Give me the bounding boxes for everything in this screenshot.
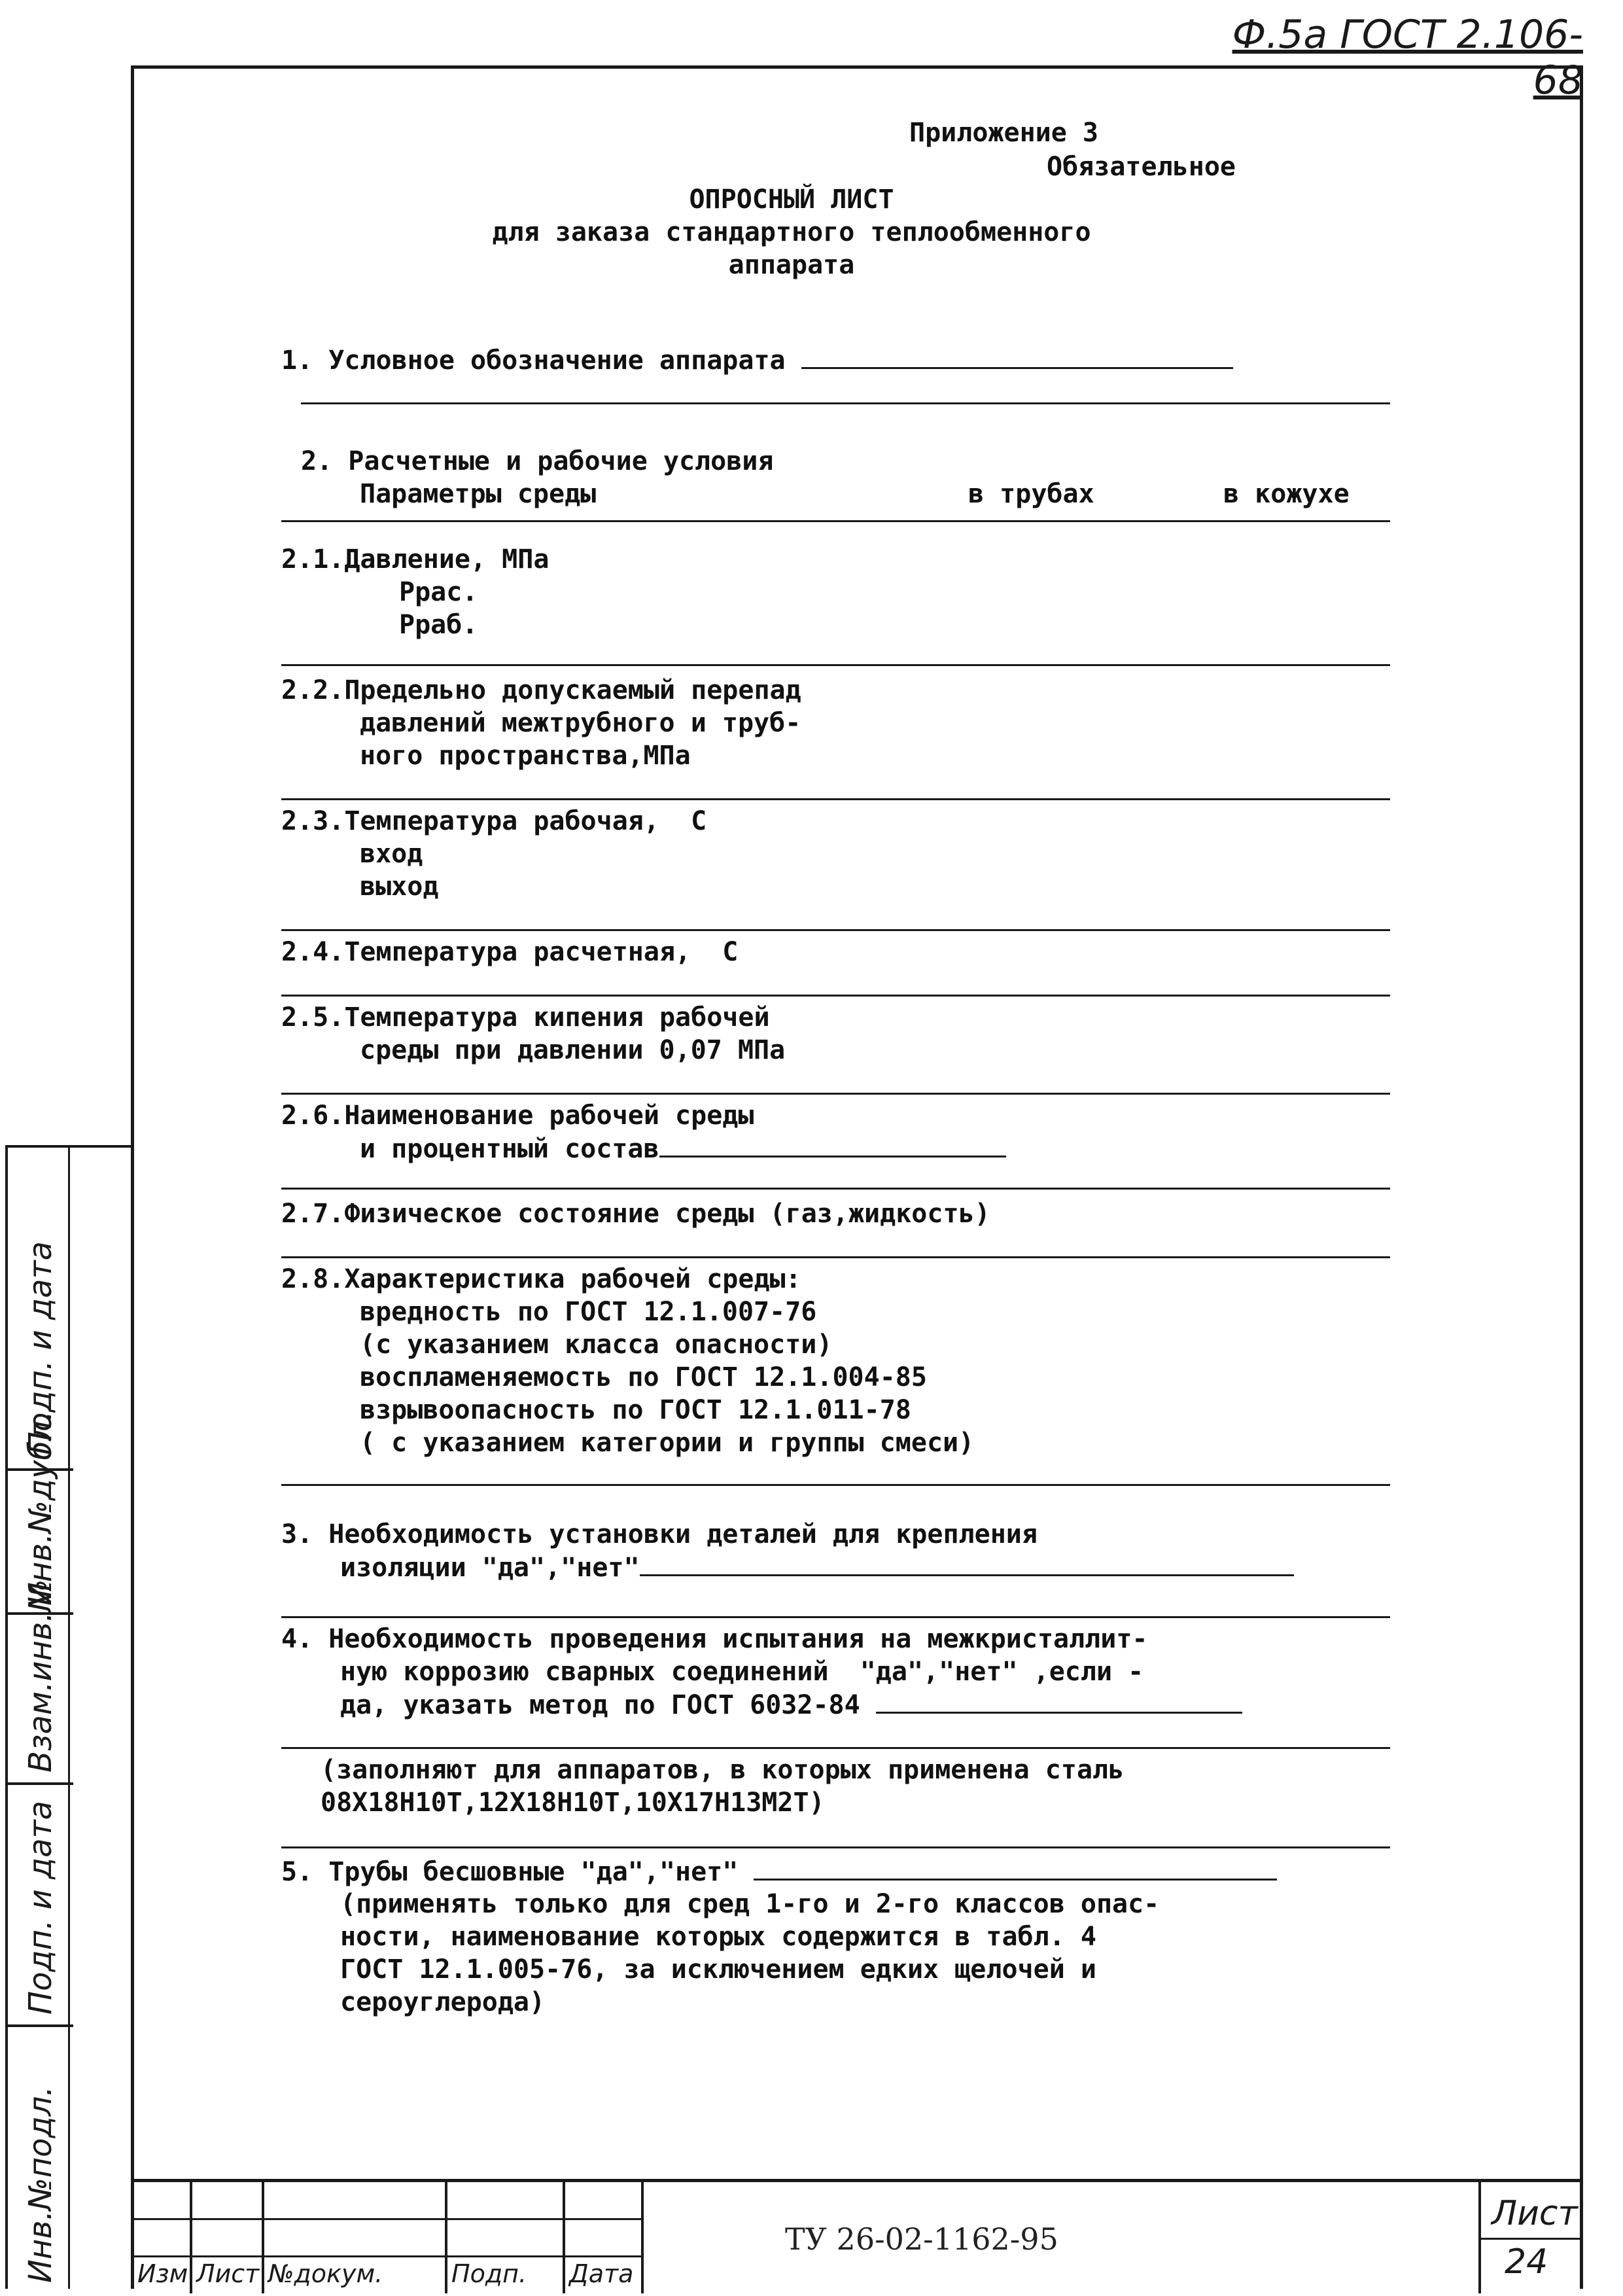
item-2-8-line-3: (с указанием класса опасности)	[360, 1330, 833, 1360]
item-2-8-line-2: вредность по ГОСТ 12.1.007-76	[360, 1297, 817, 1327]
item-1-field[interactable]	[801, 344, 1233, 369]
stamp-col-document: №докум.	[268, 2259, 383, 2288]
item-2-5-line-1: 2.5.Температура кипения рабочей	[281, 1002, 770, 1033]
rule	[281, 1747, 1390, 1749]
item-2-4: 2.4.Температура расчетная, С	[281, 937, 739, 967]
item-4-field[interactable]	[876, 1688, 1242, 1714]
item-2-8-line-5: взрывоопасность по ГОСТ 12.1.011-78	[360, 1395, 911, 1425]
item-4-line-1: 4. Необходимость проведения испытания на межкристаллит-	[281, 1624, 1148, 1654]
rule	[281, 520, 1390, 522]
rule	[281, 1093, 1390, 1095]
item-2-3-outlet: выход	[360, 872, 439, 902]
strip-label-sign-date-2: Подп. и дата	[22, 1801, 59, 2015]
rule	[281, 1616, 1390, 1618]
item-2-2-line-3: ного пространства,МПа	[360, 741, 691, 771]
stamp-divider	[190, 2182, 192, 2293]
item-2-1-pcalc: Ррас.	[399, 577, 478, 607]
item-2-6-line-1: 2.6.Наименование рабочей среды	[281, 1101, 754, 1131]
item-5-line-3: ности, наименование которых содержится в табл. 4	[340, 1922, 1096, 1952]
col-header-tubes: в трубах	[968, 479, 1094, 509]
title-block-stamp	[131, 2179, 1583, 2290]
strip-separator	[8, 1782, 73, 1785]
item-5-line-5: сероуглерода)	[340, 1987, 546, 2017]
item-3-field[interactable]	[640, 1551, 1294, 1576]
rule	[281, 1188, 1390, 1190]
item-2-6-line-2	[360, 1132, 1006, 1165]
item-4-line-3	[340, 1688, 1242, 1722]
title-line-1: ОПРОСНЫЙ ЛИСТ	[689, 185, 894, 215]
item-2-1-pwork: Рраб.	[399, 610, 478, 640]
rule	[281, 929, 1390, 931]
rule	[281, 1256, 1390, 1258]
rule	[281, 798, 1390, 800]
item-3-line-2	[340, 1551, 1294, 1584]
appendix-label: Приложение 3	[909, 118, 1098, 148]
stamp-divider	[563, 2182, 565, 2293]
item-1-label: 1. Условное обозначение аппарата	[281, 345, 786, 376]
stamp-row-line	[131, 2255, 641, 2257]
stamp-col-change: Изм	[137, 2259, 188, 2288]
binding-strip	[5, 1145, 131, 2289]
stamp-col-sheet: Лист	[196, 2259, 260, 2288]
item-5-line-1	[281, 1855, 1277, 1888]
item-2-6-field[interactable]	[659, 1132, 1006, 1157]
form-title	[366, 183, 1217, 281]
item-2-2-line-2: давлений межтрубного и труб-	[360, 708, 801, 738]
item-2-8-line-1: 2.8.Характеристика рабочей среды:	[281, 1264, 801, 1294]
rule	[281, 1484, 1390, 1486]
strip-label-original-inventory: Инв.№подл.	[22, 2086, 59, 2283]
item-5-line-2: (применять только для сред 1-го и 2-го классов опас-	[340, 1889, 1160, 1919]
title-line-2: для заказа стандартного теплообменного	[492, 217, 1091, 247]
item-5-line-4: ГОСТ 12.1.005-76, за исключением едких щелочей и	[340, 1954, 1096, 1985]
item-3-line-1: 3. Необходимость установки деталей для крепления	[281, 1519, 1038, 1549]
rule	[301, 402, 1390, 404]
item-5-label: 5. Трубы бесшовные "да","нет"	[281, 1857, 739, 1887]
rule	[281, 664, 1390, 666]
strip-label-sign-date: Подп. и дата	[22, 1241, 59, 1455]
item-2-8-line-4: воспламеняемость по ГОСТ 12.1.004-85	[360, 1362, 927, 1392]
rule	[281, 1846, 1390, 1848]
stamp-divider	[641, 2182, 644, 2293]
item-2	[301, 445, 773, 478]
gost-reference: Ф.5а ГОСТ 2.106-68	[1232, 12, 1583, 103]
item-2-7: 2.7.Физическое состояние среды (газ,жидкость)	[281, 1199, 990, 1229]
rule	[281, 995, 1390, 997]
item-2-8-line-6: ( с указанием категории и группы смеси)	[360, 1428, 975, 1458]
item-4-line-2: ную коррозию сварных соединений "да","нет" ,если -	[340, 1657, 1144, 1687]
item-2-6-label: и процентный состав	[360, 1134, 659, 1164]
item-4-label: да, указать метод по ГОСТ 6032-84	[340, 1690, 860, 1720]
item-4-note-line-1: (заполняют для аппаратов, в которых применена сталь	[321, 1755, 1125, 1785]
appendix-status: Обязательное	[1047, 152, 1236, 182]
strip-separator	[8, 2024, 73, 2027]
item-2-1: 2.1.Давление, МПа	[281, 544, 550, 574]
item-2-5-line-2: среды при давлении 0,07 МПа	[360, 1035, 786, 1065]
stamp-sheet-number: 24	[1505, 2242, 1548, 2282]
item-2-2-line-1: 2.2.Предельно допускаемый перепад	[281, 675, 801, 705]
item-1	[281, 344, 1233, 377]
col-header-shell: в кожухе	[1223, 479, 1350, 509]
stamp-divider	[262, 2182, 264, 2293]
stamp-document-code: ТУ 26-02-1162-95	[785, 2221, 1058, 2257]
stamp-divider	[445, 2182, 447, 2293]
title-line-3: аппарата	[728, 250, 855, 280]
item-2-params: Параметры среды	[360, 479, 597, 509]
strip-label-replace-inventory: Взам.инв.№	[22, 1579, 59, 1773]
item-3-label: изоляции "да","нет"	[340, 1553, 640, 1583]
item-2-3: 2.3.Температура рабочая, С	[281, 806, 707, 836]
stamp-sheet-label: Лист	[1492, 2194, 1578, 2233]
item-5-field[interactable]	[754, 1855, 1277, 1881]
item-4-note-line-2: 08Х18Н10Т,12Х18Н10Т,10Х17Н13М2Т)	[321, 1788, 825, 1818]
stamp-col-date: Дата	[569, 2259, 634, 2288]
stamp-col-signature: Подп.	[451, 2259, 527, 2288]
stamp-row-line	[1478, 2238, 1583, 2240]
item-2-3-inlet: вход	[360, 839, 423, 869]
stamp-row-line	[131, 2218, 641, 2220]
strip-label-dup-inventory: Инв.№дубл.	[22, 1411, 59, 1606]
item-2-label: 2. Расчетные и рабочие условия	[301, 446, 774, 476]
